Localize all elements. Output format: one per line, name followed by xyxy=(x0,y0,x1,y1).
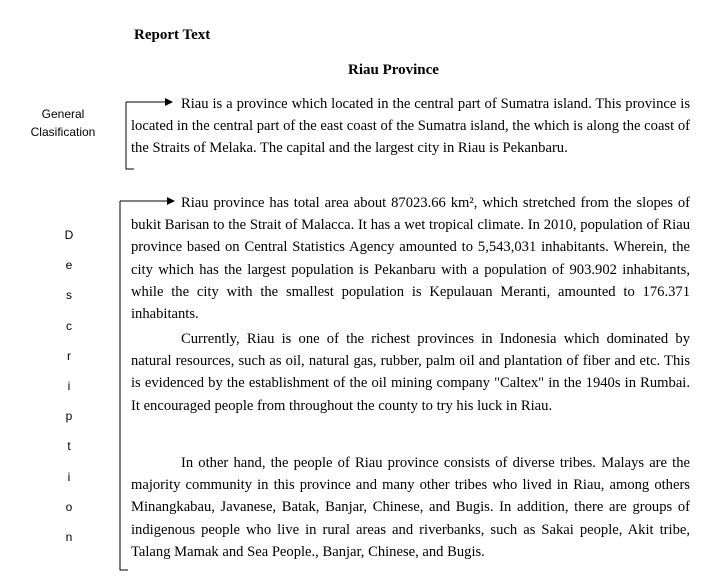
document-title: Riau Province xyxy=(348,62,439,78)
description-letter: c xyxy=(66,318,72,333)
description-letter: i xyxy=(67,378,71,393)
paragraph-description-3: In other hand, the people of Riau province consists of diverse tribes. Malays are the majority community in this province and many other tribes who lived in Riau, among others Minangkabau, Javanese, Batak, Banjar, Chinese, and Bugis. In addition, there are groups of indigenous people who live in rural areas and riverbanks, such as Sakai people, Akit tribe, Talang Mamak and Sea People., Banjar, Chinese, and Bugis. xyxy=(131,455,690,560)
description-bracket xyxy=(120,201,128,570)
description-letter: p xyxy=(65,409,73,424)
paragraph-general-classification: Riau is a province which located in the central part of Sumatra island. This province is located in the central part of the east coast of the Sumatra island, the which is along the coast of the Straits of Melaka. The capital and the largest city in Riau is Pekanbaru. xyxy=(131,96,690,157)
description-letter: t xyxy=(67,439,71,454)
paragraph-description-1: Riau province has total area about 87023.66 km², which stretched from the slopes of bukit Barisan to the Strait of Malacca. It has a wet tropical climate. In 2010, population of Riau province based on Central Statistics Agency amounted to 5,543,031 inhabitants. Wherein, the city which has the largest population is Pekanbaru with a population of 903.902 inhabitants, while the city with the smallest population is Kepulauan Meranti, amounted to 176.371 inhabitants. xyxy=(131,195,690,323)
general-classification-line-1: General xyxy=(41,107,85,121)
description-letter: n xyxy=(65,529,73,544)
description-letter: o xyxy=(65,499,73,514)
description-letter: e xyxy=(65,258,73,273)
description-letter: s xyxy=(66,288,72,303)
description-letter: D xyxy=(64,228,74,242)
description-letter: r xyxy=(67,348,71,363)
paragraph-description-2: Currently, Riau is one of the richest provinces in Indonesia which dominated by natural resources, such as oil, natural gas, rubber, palm oil and plantation of fiber and etc. This is evidenced by the establishment of the oil mining company "Caltex" in the 1940s in Rumbai. It encouraged people from throughout the county to try his luck in Riau. xyxy=(131,331,690,414)
general-classification-line-2: Clasification xyxy=(30,125,96,139)
report-heading: Report Text xyxy=(134,27,211,43)
description-letter: i xyxy=(67,469,71,484)
